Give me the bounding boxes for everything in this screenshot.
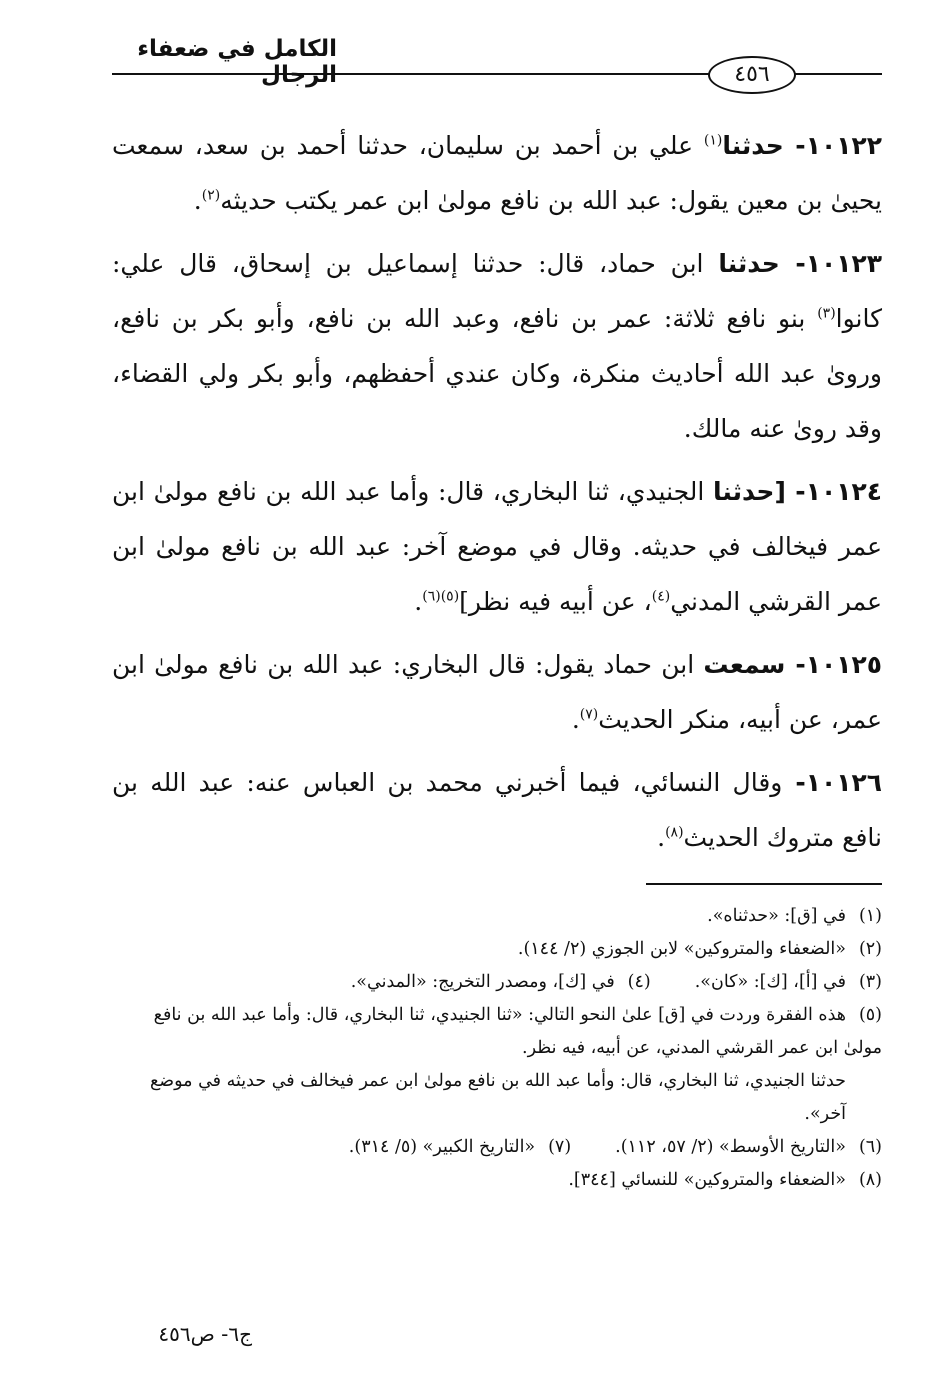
footnote-text: في [أ]، [ك]: «كان». xyxy=(694,972,846,992)
footnote-ref[interactable]: (٨) xyxy=(665,824,684,841)
paragraph-text: . xyxy=(193,186,202,215)
paragraph-text: ابن حماد، قال: حدثنا إسماعيل بن إسحاق، قال علي: كانوا xyxy=(112,249,882,333)
footnote-text: حدثنا الجنيدي، ثنا البخاري، قال: وأما عبد الله بن نافع مولىٰ ابن عمر فيخالف في حديثه في موضع آخر». xyxy=(149,1071,846,1124)
footnote-2 xyxy=(112,933,882,966)
footnote-text: «التاريخ الكبير» (٥/ ٣١٤). xyxy=(348,1137,536,1157)
paragraph-text: الجنيدي، ثنا البخاري، قال: وأما عبد الله بن نافع مولىٰ ابن عمر فيخالف في حديثه. وقال في موضع آخر: عبد الله بن نافع مولىٰ ابن عمر القرشي المدني xyxy=(112,477,882,616)
footnote-text: في [ق]: «حدثناه». xyxy=(707,906,846,926)
footnote-text: هذه الفقرة وردت في [ق] علىٰ النحو التالي: «ثنا الجنيدي، ثنا البخاري، قال: وأما عبد الله بن نافع مولىٰ ابن عمر القرشي المدني، عن أبيه، فيه نظر. xyxy=(153,1005,882,1058)
paragraph-10123 xyxy=(112,236,882,456)
main-text xyxy=(112,118,882,873)
paragraph-number: ١٠١٢٥- xyxy=(785,650,882,679)
footnote-text: «الضعفاء والمتروكين» لابن الجوزي (٢/ ١٤٤). xyxy=(517,939,846,959)
footnote-mark: (٨) xyxy=(858,1170,882,1190)
narration-keyword: حدثنا xyxy=(722,131,784,160)
paragraph-text: وقال النسائي، فيما أخبرني محمد بن العباس عنه: عبد الله بن نافع متروك الحديث xyxy=(112,768,882,852)
footnote-mark: (٧) xyxy=(548,1137,572,1157)
bracket-open: [ xyxy=(774,477,786,506)
narration-keyword: حدثنا xyxy=(718,249,780,278)
paragraph-text: . xyxy=(657,823,666,852)
footnote-ref[interactable]: (١) xyxy=(703,132,723,149)
footnote-3 xyxy=(695,966,882,999)
footnote-5-continued xyxy=(112,1065,882,1131)
footnote-6 xyxy=(615,1131,882,1164)
paragraph-10126 xyxy=(112,755,882,865)
paragraph-text: . xyxy=(571,705,580,734)
paragraph-text: علي بن أحمد بن سليمان، حدثنا أحمد بن سعد، سمعت يحيىٰ بن معين يقول: عبد الله بن نافع مولىٰ ابن عمر يكتب حديثه xyxy=(112,131,882,215)
footnote-ref[interactable]: (٥)(٦) xyxy=(422,588,460,605)
paragraph-number: ١٠١٢٢- xyxy=(783,131,882,160)
footnote-separator xyxy=(646,883,882,885)
paragraph-10124 xyxy=(112,464,882,629)
footnote-ref[interactable]: (٢) xyxy=(201,187,221,204)
footnote-row-3-4 xyxy=(112,966,882,999)
footnote-ref[interactable]: (٧) xyxy=(579,706,599,723)
footnote-8 xyxy=(112,1164,882,1197)
paragraph-10125 xyxy=(112,637,882,747)
footnote-text: «الضعفاء والمتروكين» للنسائي [٣٤٤]. xyxy=(568,1170,846,1190)
footnote-text: في [ك]، ومصدر التخريج: «المدني». xyxy=(350,972,615,992)
paragraph-number: ١٠١٢٦- xyxy=(782,768,882,797)
footnote-5 xyxy=(112,999,882,1065)
volume-page-reference: ج٦- ص٤٥٦ xyxy=(158,1322,252,1346)
paragraph-text: ابن حماد يقول: قال البخاري: عبد الله بن نافع مولىٰ ابن عمر، عن أبيه، منكر الحديث xyxy=(112,650,882,734)
footnote-mark: (٤) xyxy=(627,972,651,992)
paragraph-10122 xyxy=(112,118,882,228)
paragraph-text: . xyxy=(414,587,423,616)
footnote-mark: (٢) xyxy=(858,939,882,959)
footnotes xyxy=(112,900,882,1197)
paragraph-number: ١٠١٢٤- xyxy=(785,477,882,506)
footnote-4 xyxy=(351,966,651,999)
narration-keyword: حدثنا xyxy=(713,477,775,506)
footnote-mark: (٥) xyxy=(858,1005,882,1025)
footnote-ref[interactable]: (٤) xyxy=(651,588,671,605)
footnote-mark: (٣) xyxy=(858,972,882,992)
paragraph-number: ١٠١٢٣- xyxy=(779,249,882,278)
narration-keyword: سمعت xyxy=(703,650,786,679)
footnote-row-6-7 xyxy=(112,1131,882,1164)
footnote-mark: (٦) xyxy=(858,1137,882,1157)
footnote-text: «التاريخ الأوسط» (٢/ ٥٧، ١١٢). xyxy=(615,1137,846,1157)
footnote-7 xyxy=(349,1131,571,1164)
page-number-badge: ٤٥٦ xyxy=(708,56,796,94)
paragraph-text: ، عن أبيه فيه نظر] xyxy=(459,587,652,616)
footnote-mark: (١) xyxy=(858,906,882,926)
running-header-title: الكامل في ضعفاء الرجال xyxy=(137,36,337,88)
footnote-ref[interactable]: (٣) xyxy=(817,305,836,322)
footnote-1 xyxy=(112,900,882,933)
paragraph-text: بنو نافع ثلاثة: عمر بن نافع، وعبد الله بن نافع، وأبو بكر بن نافع، وروىٰ عبد الله أحاديث منكرة، وكان عندي أحفظهم، وأبو بكر ولي القضاء، وقد روىٰ عنه مالك. xyxy=(112,304,882,443)
